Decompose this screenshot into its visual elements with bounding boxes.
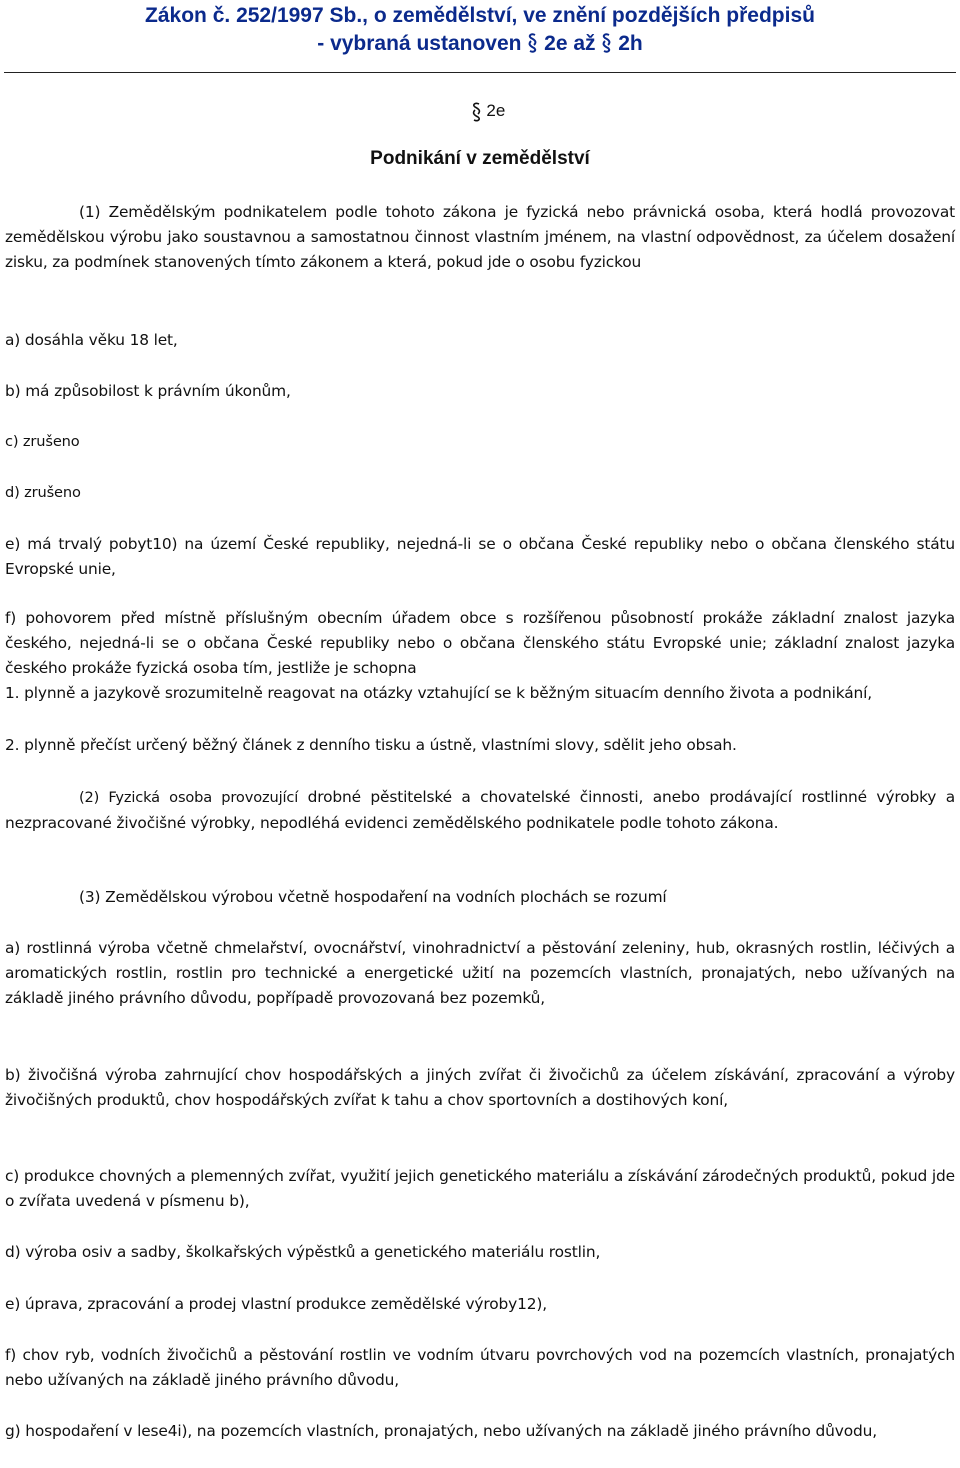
paragraph-1-lead: (1) Zemědělským podnikatelem podle — [79, 203, 378, 221]
paragraph-3: (3) Zemědělskou výrobou včetně hospodaření na vodních plochách se rozumí — [79, 888, 667, 906]
item-f-1: 1. plynně a jazykově srozumitelně reagovat na otázky vztahující se k běžným situacím denního života a podnikání, — [5, 684, 872, 702]
subtitle-part2: 2e až — [544, 32, 596, 55]
document-subtitle — [0, 31, 960, 57]
item-d: d) zrušeno — [5, 484, 81, 501]
item-f: f) pohovorem před místně příslušným obecním úřadem obce s rozšířenou působností prokáže základní znalost jazyka českého, nejedná-li se o občana České republiky nebo o občana členského státu Evropské unie; základní znalost jazyka českého prokáže fyzická osoba tím, jestliže je schopna — [5, 609, 955, 677]
item-3e: e) úprava, zpracování a prodej vlastní produkce zemědělské výroby12), — [5, 1295, 547, 1313]
item-e: e) má trvalý pobyt10) na území České republiky, nejedná-li se o občana České republiky nebo o občana členského státu Evropské unie, — [5, 535, 955, 578]
section-number-text: 2e — [486, 101, 506, 120]
section-sign-icon — [471, 100, 482, 122]
item-3d: d) výroba osiv a sadby, školkařských výpěstků a genetického materiálu rostlin, — [5, 1243, 601, 1261]
paragraph-2 — [5, 785, 955, 836]
item-c: c) zrušeno — [5, 433, 80, 450]
item-3c: c) produkce chovných a plemenných zvířat, využití jejich genetického materiálu a získávání zárodečných produktů, pokud jde o zvířata uvedená v písmenu b), — [5, 1167, 955, 1210]
item-3g: g) hospodaření v lese4i), na pozemcích vlastních, pronajatých, nebo užívaných na základě jiného právního důvodu, — [5, 1422, 877, 1440]
document-title: Zákon č. 252/1997 Sb., o zemědělství, ve znění pozdějších předpisů — [145, 4, 815, 27]
item-3b: b) živočišná výroba zahrnující chov hospodářských a jiných zvířat či živočichů za účelem získávání, zpracování a výroby živočišných produktů, chov hospodářských zvířat k tahu a chov sportovních a dostihových koní, — [5, 1066, 955, 1109]
item-b: b) má způsobilost k právním úkonům, — [5, 382, 291, 400]
item-3f: f) chov ryb, vodních živočichů a pěstování rostlin ve vodním útvaru povrchových vod na pozemcích vlastních, pronajatých nebo užívaných na základě jiného právního důvodu, — [5, 1346, 955, 1389]
subtitle-part1: - vybraná ustanoven — [317, 32, 522, 55]
paragraph-1-text: tohoto zákona je fyzická nebo právnická osoba, která hodlá provozovat zemědělskou výrobu jako soustavnou a samostatnou činnost vlastním jménem, na vlastní odpovědnost, za účelem dosažení zisku, za podmínek stanovených tímto zákonem a která, pokud jde o osobu fyzickou — [5, 203, 955, 271]
paragraph-2-text: drobné pěstitelské a chovatelské činnosti, anebo prodávající rostlinné výrobky a nezpracované živočišné výrobky, nepodléhá evidenci zemědělského podnikatele podle tohoto zákona. — [5, 788, 955, 832]
paragraph-1 — [5, 200, 955, 274]
section-number — [0, 100, 960, 122]
subtitle-part3: 2h — [618, 32, 643, 55]
section-sign-icon — [601, 31, 612, 53]
header-divider — [4, 72, 956, 73]
item-f-2: 2. plynně přečíst určený běžný článek z denního tisku a ústně, vlastními slovy, sdělit jeho obsah. — [5, 736, 737, 754]
paragraph-2-lead: (2) Fyzická osoba provozující — [79, 789, 299, 806]
section-sign-icon — [527, 31, 538, 53]
item-a: a) dosáhla věku 18 let, — [5, 331, 178, 349]
section-title: Podnikání v zemědělství — [370, 148, 590, 169]
item-3a: a) rostlinná výroba včetně chmelařství, ovocnářství, vinohradnictví a pěstování zeleniny, hub, okrasných rostlin, léčivých a aromatických rostlin, rostlin pro technické a energetické užití na pozemcích vlastních, pronajatých, nebo užívaných na základě jiného právního důvodu, popřípadě provozovaná bez pozemků, — [5, 939, 955, 1007]
